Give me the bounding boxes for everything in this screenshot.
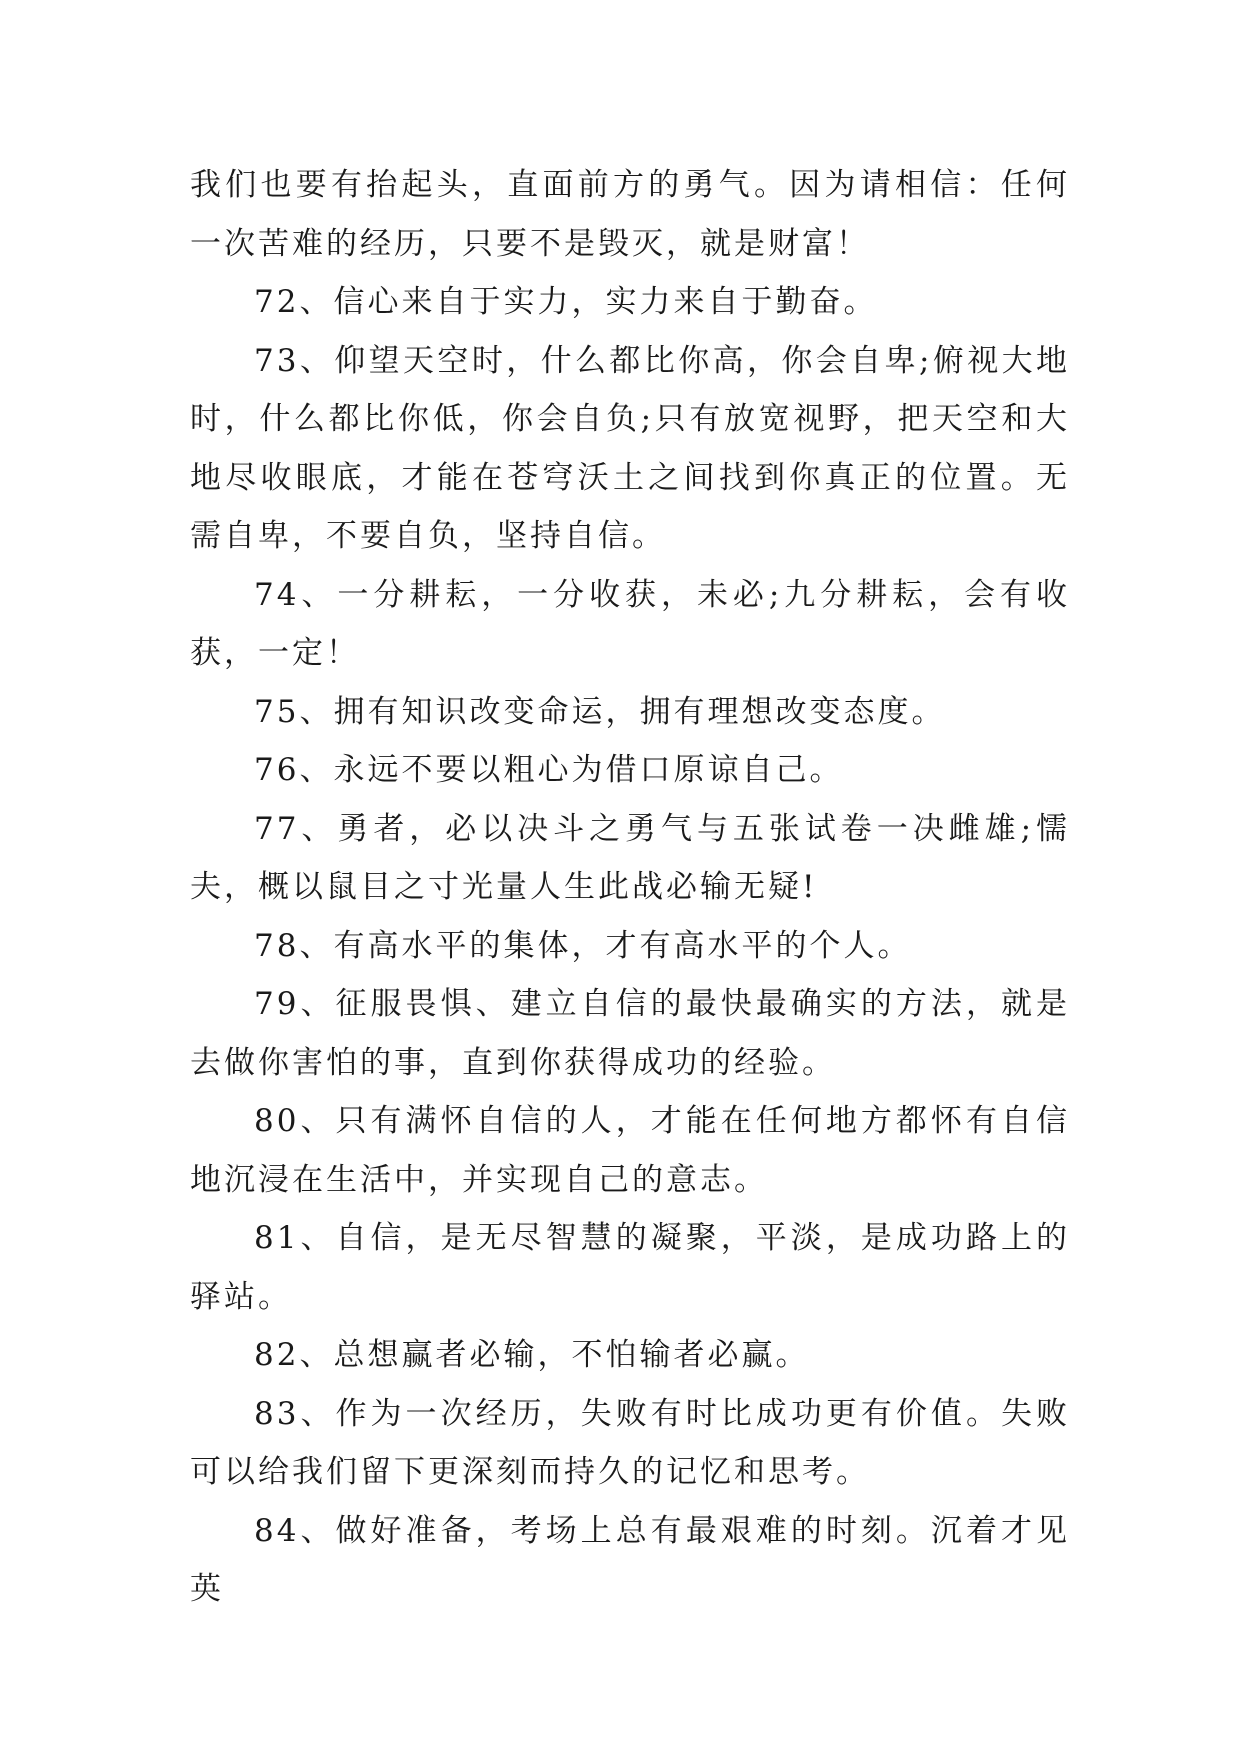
- paragraph-quote-78: 78、有高水平的集体，才有高水平的个人。: [254, 927, 912, 964]
- paragraph-quote-79: 79、征服畏惧、建立自信的最快最确实的方法，就是去做你害怕的事，直到你获得成功的经验。: [190, 986, 1070, 1081]
- paragraph-quote-83: 83、作为一次经历，失败有时比成功更有价值。失败可以给我们留下更深刻而持久的记忆和思考。: [190, 1395, 1070, 1490]
- paragraph-continuation: 我们也要有抬起头，直面前方的勇气。因为请相信：任何一次苦难的经历，只要不是毁灭，就是财富！: [190, 167, 1070, 262]
- paragraph-quote-84: 84、做好准备，考场上总有最艰难的时刻。沉着才见英: [190, 1512, 1070, 1607]
- paragraph-quote-82: 82、总想赢者必输，不怕输者必赢。: [254, 1337, 810, 1373]
- paragraph-quote-72: 72、信心来自于实力，实力来自于勤奋。: [254, 284, 878, 320]
- paragraph-quote-76: 76、永远不要以粗心为借口原谅自己。: [254, 752, 844, 788]
- paragraph-quote-73: 73、仰望天空时，什么都比你高，你会自卑;俯视大地时，什么都比你低，你会自负;只有放宽视野，把天空和大地尽收眼底，才能在苍穹沃土之间找到你真正的位置。无需自卑，不要自负，坚持自信。: [190, 342, 1070, 554]
- paragraph-quote-80: 80、只有满怀自信的人，才能在任何地方都怀有自信地沉浸在生活中，并实现自己的意志。: [190, 1103, 1070, 1198]
- document-body: [190, 156, 1070, 1619]
- paragraph-quote-74: 74、一分耕耘，一分收获，未必;九分耕耘，会有收获，一定！: [190, 576, 1070, 671]
- paragraph-quote-81: 81、自信，是无尽智慧的凝聚，平淡，是成功路上的驿站。: [190, 1220, 1070, 1315]
- paragraph-quote-77: 77、勇者，必以决斗之勇气与五张试卷一决雌雄;懦夫，概以鼠目之寸光量人生此战必输无疑!: [190, 810, 1070, 905]
- paragraph-quote-75: 75、拥有知识改变命运，拥有理想改变态度。: [254, 693, 946, 730]
